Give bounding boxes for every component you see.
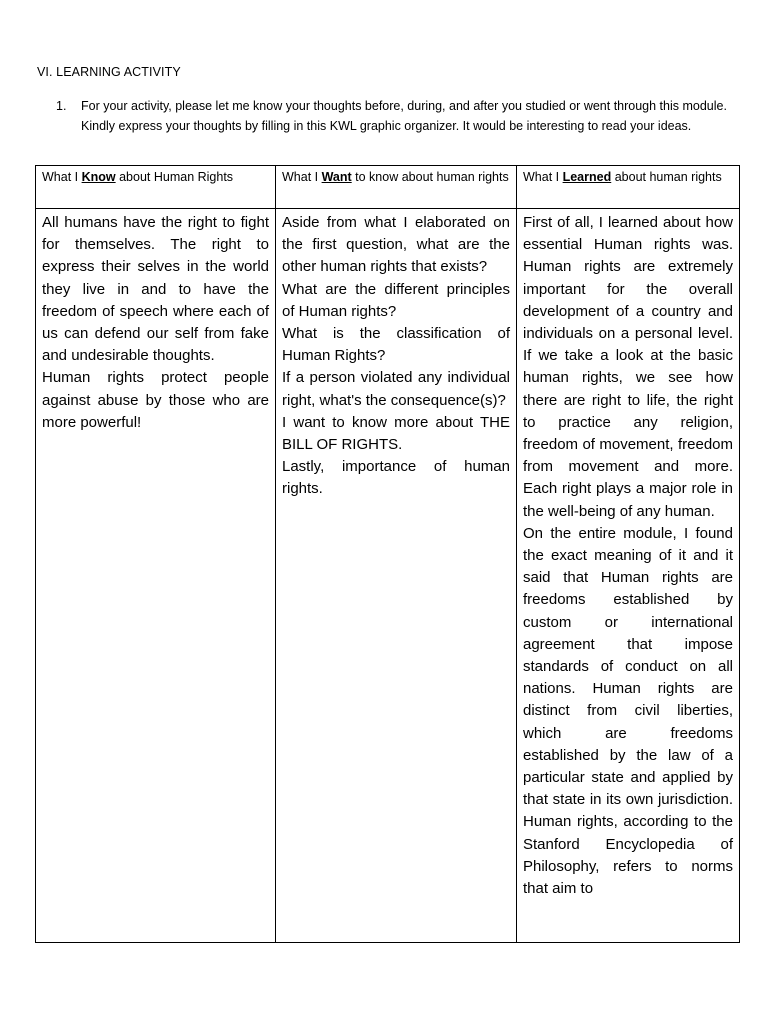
- know-paragraph: All humans have the right to fight for themselves. The right to express their selves in the world they live in and to have the freedom of speech where each of us can defend our self from fake and undesirable thoughts.: [42, 214, 269, 365]
- header-keyword: Want: [321, 170, 352, 184]
- header-pre: What I: [523, 170, 563, 184]
- learned-paragraph: First of all, I learned about how essential Human rights was. Human rights are extremely important for the overall development of a country and individuals on a personal level. If we take a look at the basic human rights, we see how there are right to life, the right to practice any religion, freedom of movement, freedom from movement and more. Each right plays a major role in the well-being of any human.: [523, 214, 733, 520]
- list-number: 1.: [56, 99, 67, 113]
- header-pre: What I: [282, 170, 322, 184]
- want-paragraph: What are the different principles of Human rights?: [282, 280, 510, 320]
- section-title: VI. LEARNING ACTIVITY: [37, 65, 181, 79]
- header-know: [36, 166, 276, 209]
- kwl-table: [35, 165, 740, 943]
- want-paragraph: Aside from what I elaborated on the first question, what are the other human rights that exists?: [282, 214, 510, 276]
- table-row: [36, 209, 740, 943]
- header-keyword: Know: [81, 170, 116, 184]
- want-paragraph: What is the classification of Human Rights?: [282, 325, 510, 365]
- learned-cell: [517, 209, 740, 943]
- header-pre: What I: [42, 170, 82, 184]
- want-cell: [276, 209, 517, 943]
- header-post: about Human Rights: [115, 170, 234, 184]
- want-paragraph: Lastly, importance of human rights.: [282, 458, 510, 498]
- want-paragraph: If a person violated any individual right, what's the consequence(s)?: [282, 369, 510, 409]
- header-learned: [517, 166, 740, 209]
- header-want: [276, 166, 517, 209]
- know-paragraph: Human rights protect people against abuse by those who are more powerful!: [42, 369, 269, 431]
- table-header-row: [36, 166, 740, 209]
- header-post: to know about human rights: [351, 170, 509, 184]
- activity-instruction: [56, 96, 736, 136]
- know-cell: [36, 209, 276, 943]
- want-paragraph: I want to know more about THE BILL OF RIGHTS.: [282, 413, 510, 454]
- header-post: about human rights: [611, 170, 722, 184]
- learned-paragraph: On the entire module, I found the exact meaning of it and it said that Human rights are freedoms established by custom or international agreement that impose standards of conduct on all nations. Human rights are distinct from civil liberties, which are freedoms established by the law of a particular state and applied by that state in its own jurisdiction. Human rights, according to the Stanford Encyclopedia of Philosophy, refers to norms that aim to: [523, 524, 733, 898]
- instruction-text: For your activity, please let me know your thoughts before, during, and after you studied or went through this module. Kindly express your thoughts by filling in this KWL graphic organizer. It would be interesting to read your ideas.: [81, 99, 727, 133]
- header-keyword: Learned: [562, 170, 612, 184]
